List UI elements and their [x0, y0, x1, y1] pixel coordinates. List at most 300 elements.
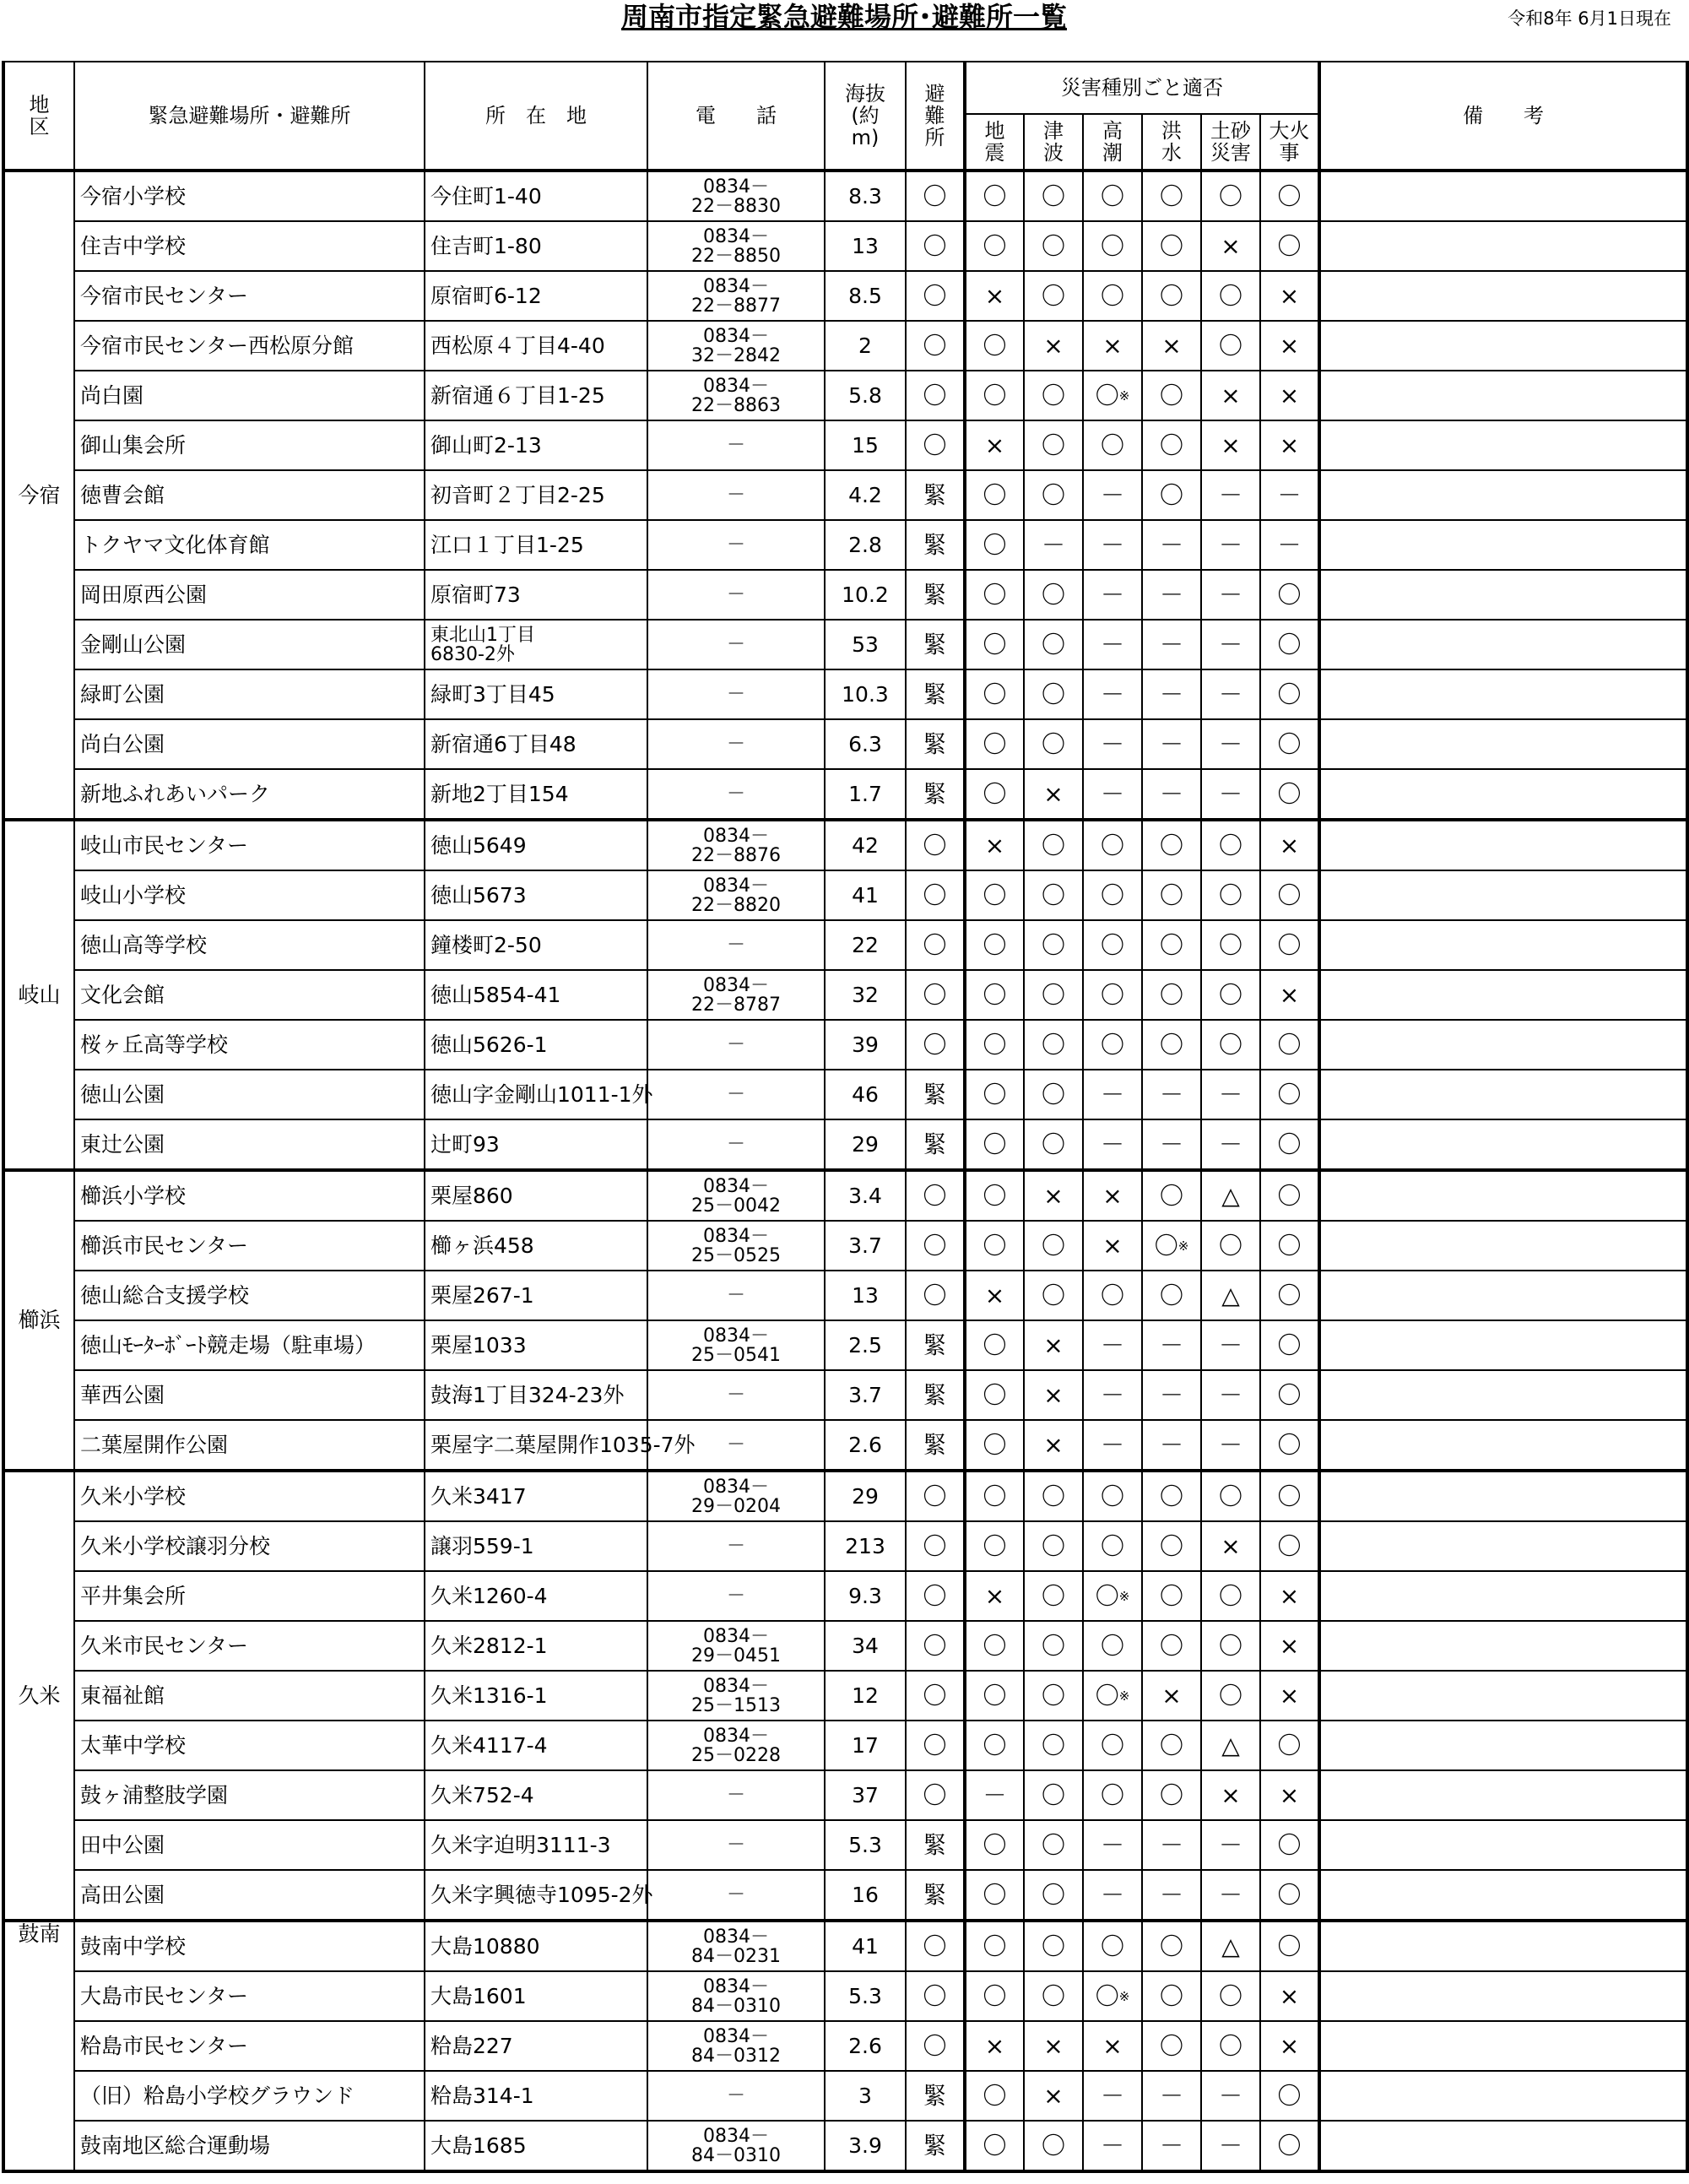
facility-name: 田中公園 — [74, 1820, 425, 1870]
table-row — [3, 570, 1687, 620]
hazard-mark: － — [1201, 2121, 1260, 2171]
hazard-mark: × — [1024, 1170, 1083, 1221]
hazard-mark: × — [965, 1571, 1024, 1621]
phone: － — [647, 1571, 825, 1621]
hazard-mark: × — [1201, 1521, 1260, 1571]
hazard-mark: 〇 — [965, 1521, 1024, 1571]
hazard-mark: 〇 — [1024, 620, 1083, 669]
table-row — [3, 2071, 1687, 2121]
hazard-mark: △ — [1201, 1921, 1260, 1971]
table-header — [3, 62, 1687, 171]
facility-name: 高田公園 — [74, 1870, 425, 1921]
hazard-mark: － — [1083, 769, 1142, 820]
hazard-mark: 〇 — [1024, 1521, 1083, 1571]
hazard-mark: 〇 — [1024, 1971, 1083, 2021]
remarks — [1319, 1119, 1687, 1170]
hazard-mark: × — [1260, 1770, 1319, 1820]
remarks — [1319, 870, 1687, 920]
hazard-mark: 〇 — [1024, 271, 1083, 321]
table-row — [3, 769, 1687, 820]
facility-name: 太華中学校 — [74, 1721, 425, 1770]
hazard-mark: 〇 — [1260, 870, 1319, 920]
hazard-mark: 〇 — [1024, 1020, 1083, 1070]
hazard-mark: × — [1201, 1770, 1260, 1820]
remarks — [1319, 221, 1687, 271]
hazard-mark: 〇 — [1083, 1271, 1142, 1320]
phone: 0834－ 22－8877 — [647, 271, 825, 321]
hazard-mark: 〇 — [965, 1971, 1024, 2021]
hazard-mark: － — [1083, 1070, 1142, 1119]
hazard-mark: 〇 — [1142, 470, 1201, 520]
facility-name: 櫛浜市民センター — [74, 1221, 425, 1271]
facility-name: 東福祉館 — [74, 1671, 425, 1721]
hazard-mark: 〇 — [965, 1320, 1024, 1370]
altitude: 17 — [825, 1721, 906, 1770]
table-row — [3, 2121, 1687, 2171]
remarks — [1319, 321, 1687, 371]
shelter-type: 〇 — [906, 420, 965, 470]
phone: － — [647, 520, 825, 570]
address: 新宿通6丁目48 — [425, 719, 647, 769]
shelter-table — [2, 61, 1689, 2173]
hazard-mark: － — [1201, 1870, 1260, 1921]
address: 櫛ヶ浜458 — [425, 1221, 647, 1271]
table-row — [3, 1870, 1687, 1921]
hazard-mark: 〇 — [1260, 1020, 1319, 1070]
address: 久米字迫明3111-3 — [425, 1820, 647, 1870]
hazard-mark: 〇 — [1024, 1119, 1083, 1170]
header-hazard: 洪 水 — [1142, 114, 1201, 171]
phone: 0834－ 22－8820 — [647, 870, 825, 920]
hazard-mark: × — [1260, 271, 1319, 321]
phone: － — [647, 669, 825, 719]
hazard-mark: 〇 — [1260, 769, 1319, 820]
hazard-mark: 〇 — [1024, 1721, 1083, 1770]
altitude: 2.5 — [825, 1320, 906, 1370]
hazard-mark: 〇 — [1024, 719, 1083, 769]
header-remarks: 備 考 — [1319, 62, 1687, 171]
hazard-mark: × — [1201, 371, 1260, 420]
header-hazard: 津 波 — [1024, 114, 1083, 171]
hazard-mark: 〇 — [1024, 1621, 1083, 1671]
table-row — [3, 1671, 1687, 1721]
remarks — [1319, 371, 1687, 420]
address: 栗屋1033 — [425, 1320, 647, 1370]
hazard-mark: 〇 — [1201, 970, 1260, 1020]
table-row — [3, 2021, 1687, 2071]
facility-name: 緑町公園 — [74, 669, 425, 719]
facility-name: 徳山総合支援学校 — [74, 1271, 425, 1320]
hazard-mark: 〇 — [1142, 371, 1201, 420]
hazard-mark: 〇 — [1083, 171, 1142, 221]
hazard-mark: 〇 — [1024, 1571, 1083, 1621]
hazard-mark: △ — [1201, 1721, 1260, 1770]
hazard-mark: 〇 — [965, 321, 1024, 371]
hazard-mark: 〇 — [1024, 1820, 1083, 1870]
hazard-mark: 〇 — [1260, 669, 1319, 719]
table-row — [3, 1521, 1687, 1571]
table-row — [3, 1820, 1687, 1870]
hazard-mark: 〇 — [1260, 1070, 1319, 1119]
hazard-mark: 〇 — [1024, 171, 1083, 221]
note-mark: ※ — [1118, 1988, 1130, 2004]
hazard-mark: 〇 — [965, 171, 1024, 221]
hazard-mark: 〇 — [1201, 1020, 1260, 1070]
remarks — [1319, 1320, 1687, 1370]
altitude: 41 — [825, 870, 906, 920]
phone: － — [647, 1870, 825, 1921]
address: 鐘楼町2-50 — [425, 920, 647, 970]
hazard-mark: 〇 — [1142, 271, 1201, 321]
hazard-mark: × — [1201, 420, 1260, 470]
hazard-mark: 〇 — [965, 870, 1024, 920]
altitude: 3.7 — [825, 1370, 906, 1420]
district-cell: 久米 — [3, 1471, 74, 1921]
hazard-mark: － — [1083, 1370, 1142, 1420]
hazard-mark: × — [1024, 1320, 1083, 1370]
address: 栗屋267-1 — [425, 1271, 647, 1320]
shelter-type: 緊 — [906, 1070, 965, 1119]
altitude: 2 — [825, 321, 906, 371]
hazard-mark: × — [1260, 1671, 1319, 1721]
district-group — [3, 1170, 1687, 1471]
hazard-mark: △ — [1201, 1271, 1260, 1320]
hazard-mark: 〇 — [965, 2071, 1024, 2121]
table-row — [3, 820, 1687, 870]
facility-name: 金剛山公園 — [74, 620, 425, 669]
address: 原宿町73 — [425, 570, 647, 620]
hazard-mark: 〇 — [1024, 1271, 1083, 1320]
altitude: 29 — [825, 1119, 906, 1170]
altitude: 3.9 — [825, 2121, 906, 2171]
hazard-mark: × — [1142, 1671, 1201, 1721]
hazard-mark: 〇 — [965, 970, 1024, 1020]
hazard-mark: 〇 — [1024, 820, 1083, 870]
phone: 0834－ 22－8863 — [647, 371, 825, 420]
hazard-mark: 〇 — [965, 2121, 1024, 2171]
hazard-mark: － — [1142, 620, 1201, 669]
hazard-mark: 〇 — [1142, 1271, 1201, 1320]
table-row — [3, 1471, 1687, 1521]
remarks — [1319, 1870, 1687, 1921]
hazard-mark: － — [1201, 1370, 1260, 1420]
facility-name: 住吉中学校 — [74, 221, 425, 271]
hazard-mark: × — [965, 271, 1024, 321]
district-cell: 櫛浜 — [3, 1170, 74, 1471]
address: 徳山字金剛山1011-1外 — [425, 1070, 647, 1119]
hazard-mark: － — [1142, 1870, 1201, 1921]
hazard-mark: 〇 — [965, 1119, 1024, 1170]
header-shelter: 避 難 所 — [906, 62, 965, 171]
hazard-mark: 〇 — [965, 1671, 1024, 1721]
table-row — [3, 1971, 1687, 2021]
remarks — [1319, 1471, 1687, 1521]
header-facility: 緊急避難場所・避難所 — [74, 62, 425, 171]
hazard-mark: 〇 — [1024, 1770, 1083, 1820]
hazard-mark: 〇 — [965, 520, 1024, 570]
hazard-mark: 〇 — [1201, 1221, 1260, 1271]
hazard-mark: － — [1201, 769, 1260, 820]
remarks — [1319, 2071, 1687, 2121]
hazard-mark: × — [1083, 2021, 1142, 2071]
hazard-mark: × — [1260, 1571, 1319, 1621]
hazard-mark: 〇 — [1024, 371, 1083, 420]
phone: 0834－ 84－0312 — [647, 2021, 825, 2071]
facility-name: 久米市民センター — [74, 1621, 425, 1671]
hazard-mark: － — [1142, 570, 1201, 620]
facility-name: 岡田原西公園 — [74, 570, 425, 620]
remarks — [1319, 520, 1687, 570]
remarks — [1319, 1420, 1687, 1471]
hazard-mark: 〇 — [1142, 1721, 1201, 1770]
table-row — [3, 1320, 1687, 1370]
hazard-mark: 〇 — [1201, 1971, 1260, 2021]
phone: 0834－ 84－0310 — [647, 1971, 825, 2021]
hazard-mark: × — [1260, 970, 1319, 1020]
altitude: 12 — [825, 1671, 906, 1721]
address: 新地2丁目154 — [425, 769, 647, 820]
remarks — [1319, 2021, 1687, 2071]
hazard-mark: － — [1142, 769, 1201, 820]
table-row — [3, 470, 1687, 520]
hazard-mark: － — [1083, 669, 1142, 719]
remarks — [1319, 1521, 1687, 1571]
district-cell: 今宿 — [3, 171, 74, 820]
district-group — [3, 171, 1687, 820]
hazard-mark: 〇 — [965, 1820, 1024, 1870]
shelter-type: 緊 — [906, 520, 965, 570]
hazard-mark: × — [1024, 1370, 1083, 1420]
hazard-mark: － — [1142, 719, 1201, 769]
hazard-mark: － — [1083, 2071, 1142, 2121]
altitude: 41 — [825, 1921, 906, 1971]
hazard-mark: 〇 — [1083, 1521, 1142, 1571]
note-mark: ※ — [1118, 387, 1130, 404]
hazard-mark: 〇 — [965, 1921, 1024, 1971]
shelter-type: 〇 — [906, 1471, 965, 1521]
table-row — [3, 920, 1687, 970]
phone: 0834－ 84－0231 — [647, 1921, 825, 1971]
phone: － — [647, 620, 825, 669]
note-mark: ※ — [1118, 1688, 1130, 1704]
hazard-mark: × — [1260, 1971, 1319, 2021]
hazard-mark: 〇 — [1260, 920, 1319, 970]
hazard-mark: 〇 — [965, 920, 1024, 970]
table-row — [3, 1721, 1687, 1770]
shelter-type: 緊 — [906, 620, 965, 669]
hazard-mark: － — [1083, 719, 1142, 769]
table-row — [3, 420, 1687, 470]
altitude: 2.8 — [825, 520, 906, 570]
hazard-mark: 〇 — [1201, 820, 1260, 870]
facility-name: 文化会館 — [74, 970, 425, 1020]
hazard-mark: 〇 — [1083, 1020, 1142, 1070]
hazard-mark: 〇 — [1142, 2021, 1201, 2071]
facility-name: 今宿市民センター — [74, 271, 425, 321]
hazard-mark: 〇 — [1260, 1521, 1319, 1571]
table-row — [3, 1921, 1687, 1971]
facility-name: 久米小学校 — [74, 1471, 425, 1521]
hazard-mark: 〇 — [1260, 719, 1319, 769]
hazard-mark: 〇 — [965, 1221, 1024, 1271]
hazard-mark: 〇 — [965, 1721, 1024, 1770]
hazard-mark: 〇 — [1024, 870, 1083, 920]
phone: － — [647, 2071, 825, 2121]
address: 大島10880 — [425, 1921, 647, 1971]
address: 久米4117-4 — [425, 1721, 647, 1770]
hazard-mark: 〇 — [1201, 1571, 1260, 1621]
altitude: 3 — [825, 2071, 906, 2121]
phone: 0834－ 25－1513 — [647, 1671, 825, 1721]
hazard-mark: 〇 — [1142, 870, 1201, 920]
remarks — [1319, 1770, 1687, 1820]
hazard-mark: 〇 — [1260, 1221, 1319, 1271]
hazard-mark: 〇 — [965, 620, 1024, 669]
altitude: 9.3 — [825, 1571, 906, 1621]
table-row — [3, 870, 1687, 920]
hazard-mark: － — [1201, 620, 1260, 669]
hazard-mark: 〇 — [1260, 620, 1319, 669]
facility-name: 櫛浜小学校 — [74, 1170, 425, 1221]
address: 大島1601 — [425, 1971, 647, 2021]
remarks — [1319, 1621, 1687, 1671]
address: 粭島227 — [425, 2021, 647, 2071]
address: 辻町93 — [425, 1119, 647, 1170]
phone: － — [647, 769, 825, 820]
facility-name: 今宿小学校 — [74, 171, 425, 221]
header-address: 所 在 地 — [425, 62, 647, 171]
hazard-mark: 〇 — [1024, 1471, 1083, 1521]
district-group — [3, 1921, 1687, 2171]
shelter-type: 〇 — [906, 1521, 965, 1571]
hazard-mark: 〇 — [1142, 1971, 1201, 2021]
facility-name: 尚白公園 — [74, 719, 425, 769]
phone: － — [647, 470, 825, 520]
hazard-mark: 〇 — [965, 371, 1024, 420]
hazard-mark: × — [1024, 769, 1083, 820]
hazard-mark: 〇 — [1024, 2121, 1083, 2171]
address: 鼓海1丁目324-23外 — [425, 1370, 647, 1420]
hazard-mark: － — [1142, 520, 1201, 570]
hazard-mark: 〇 — [1024, 1870, 1083, 1921]
shelter-type: 〇 — [906, 1571, 965, 1621]
facility-name: 二葉屋開作公園 — [74, 1420, 425, 1471]
table-row — [3, 171, 1687, 221]
hazard-mark: 〇 — [1260, 570, 1319, 620]
facility-name: （旧）粭島小学校グラウンド — [74, 2071, 425, 2121]
address: 今住町1-40 — [425, 171, 647, 221]
hazard-mark: 〇 — [1260, 1320, 1319, 1370]
hazard-mark: － — [1142, 1119, 1201, 1170]
shelter-type: 緊 — [906, 719, 965, 769]
shelter-type: 緊 — [906, 669, 965, 719]
table-row — [3, 1070, 1687, 1119]
shelter-type: 〇 — [906, 970, 965, 1020]
address: 新宿通６丁目1-25 — [425, 371, 647, 420]
altitude: 37 — [825, 1770, 906, 1820]
shelter-type: 〇 — [906, 371, 965, 420]
header-district: 地 区 — [3, 62, 74, 171]
header-hazard-group: 災害種別ごと適否 — [965, 62, 1319, 114]
hazard-mark: － — [1083, 1870, 1142, 1921]
phone: － — [647, 1271, 825, 1320]
hazard-mark: 〇 — [965, 1471, 1024, 1521]
shelter-type: 緊 — [906, 1820, 965, 1870]
header-altitude: 海抜 (約 m) — [825, 62, 906, 171]
hazard-mark: 〇 — [1142, 820, 1201, 870]
phone: 0834－ 25－0228 — [647, 1721, 825, 1770]
hazard-mark: 〇 — [1260, 1471, 1319, 1521]
phone: － — [647, 420, 825, 470]
address: 西松原４丁目4-40 — [425, 321, 647, 371]
remarks — [1319, 1571, 1687, 1621]
hazard-mark: 〇 — [1201, 171, 1260, 221]
address: 譲羽559-1 — [425, 1521, 647, 1571]
hazard-mark: 〇 — [1024, 1070, 1083, 1119]
hazard-mark: 〇※ — [1083, 1971, 1142, 2021]
shelter-type: 〇 — [906, 221, 965, 271]
hazard-mark: － — [1142, 1820, 1201, 1870]
shelter-type: 〇 — [906, 171, 965, 221]
altitude: 5.3 — [825, 1820, 906, 1870]
remarks — [1319, 920, 1687, 970]
shelter-type: 緊 — [906, 2071, 965, 2121]
address: 栗屋字二葉屋開作1035-7外 — [425, 1420, 647, 1471]
hazard-mark: 〇 — [965, 221, 1024, 271]
shelter-type: 〇 — [906, 1971, 965, 2021]
facility-name: 鼓南中学校 — [74, 1921, 425, 1971]
altitude: 3.4 — [825, 1170, 906, 1221]
hazard-mark: 〇 — [1083, 1721, 1142, 1770]
remarks — [1319, 1221, 1687, 1271]
phone: 0834－ 22－8850 — [647, 221, 825, 271]
hazard-mark: － — [1260, 520, 1319, 570]
hazard-mark: － — [1083, 1820, 1142, 1870]
hazard-mark: － — [1083, 520, 1142, 570]
shelter-type: 緊 — [906, 2121, 965, 2171]
hazard-mark: 〇 — [965, 1621, 1024, 1671]
altitude: 32 — [825, 970, 906, 1020]
facility-name: 御山集会所 — [74, 420, 425, 470]
facility-name: 平井集会所 — [74, 1571, 425, 1621]
altitude: 22 — [825, 920, 906, 970]
hazard-mark: 〇 — [1083, 420, 1142, 470]
altitude: 213 — [825, 1521, 906, 1571]
address: 久米2812-1 — [425, 1621, 647, 1671]
altitude: 13 — [825, 1271, 906, 1320]
facility-name: 徳曹会館 — [74, 470, 425, 520]
note-mark: ※ — [1177, 1238, 1189, 1254]
hazard-mark: 〇 — [1083, 970, 1142, 1020]
hazard-mark: 〇 — [1201, 1671, 1260, 1721]
table-row — [3, 1621, 1687, 1671]
table-row — [3, 1420, 1687, 1471]
hazard-mark: 〇 — [1201, 1621, 1260, 1671]
shelter-type: 緊 — [906, 1870, 965, 1921]
district-group — [3, 820, 1687, 1170]
address: 初音町２丁目2-25 — [425, 470, 647, 520]
hazard-mark: × — [1142, 321, 1201, 371]
remarks — [1319, 570, 1687, 620]
facility-name: トクヤマ文化体育館 — [74, 520, 425, 570]
hazard-mark: 〇 — [1024, 221, 1083, 271]
shelter-type: 〇 — [906, 2021, 965, 2071]
hazard-mark: 〇 — [1260, 1721, 1319, 1770]
table-row — [3, 719, 1687, 769]
hazard-mark: 〇 — [1201, 920, 1260, 970]
address: 徳山5854-41 — [425, 970, 647, 1020]
phone: 0834－ 22－8876 — [647, 820, 825, 870]
